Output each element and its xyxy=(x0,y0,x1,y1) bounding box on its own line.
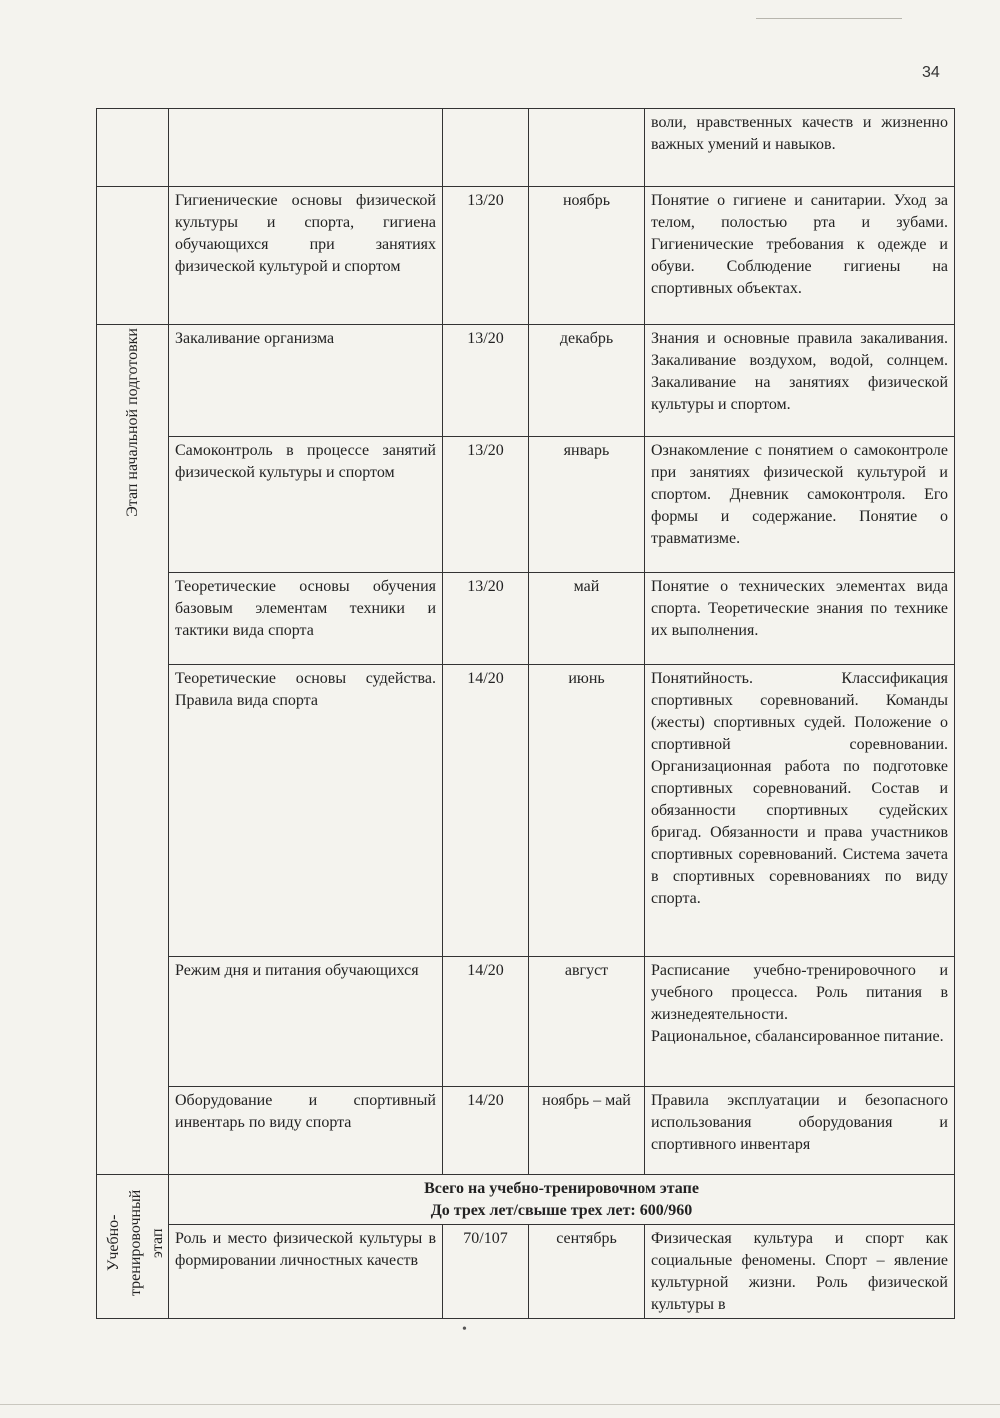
content-cell: Понятие о технических элементах вида спорта. Теоретические знания по технике их выполнения. xyxy=(645,573,955,665)
stage-cell-training xyxy=(97,1175,169,1319)
topic-cell: Закаливание организма xyxy=(169,325,443,437)
content-cell: воли, нравственных качеств и жизненно важных умений и навыков. xyxy=(645,109,955,187)
hours-cell: 70/107 xyxy=(443,1225,529,1319)
topic-cell: Теоретические основы судейства. Правила вида спорта xyxy=(169,665,443,957)
month-cell: январь xyxy=(529,437,645,573)
table-row xyxy=(97,1087,955,1175)
content-paragraph: Рациональное, сбалансированное питание. xyxy=(651,1028,944,1045)
topic-cell: Режим дня и питания обучающихся xyxy=(169,957,443,1087)
topic-cell: Самоконтроль в процессе занятий физической культуры и спортом xyxy=(169,437,443,573)
content-paragraph: Расписание учебно-тренировочного и учебного процесса. Роль питания в жизнедеятельности. xyxy=(651,962,948,1023)
content-cell: Понятийность. Классификация спортивных соревнований. Команды (жесты) спортивных судей. Положение о спортивной соревновании. Организационная работа по подготовке спортивных соревнований. Состав и обязанности спортивных судейских бригад. Обязанности и права участников спортивных соревнований. Система зачета в спортивных соревнованиях по виду спорта. xyxy=(645,665,955,957)
topic-cell: Гигиенические основы физической культуры и спорта, гигиена обучающихся при занятиях физической культурой и спортом xyxy=(169,187,443,325)
table-row xyxy=(97,437,955,573)
topic-cell: Роль и место физической культуры в формировании личностных качеств xyxy=(169,1225,443,1319)
stage-label-initial: Этап начальной подготовки xyxy=(123,328,141,517)
topic-cell xyxy=(169,109,443,187)
month-cell: ноябрь – май xyxy=(529,1087,645,1175)
table-row xyxy=(97,325,955,437)
month-cell: май xyxy=(529,573,645,665)
content-cell: Ознакомление с понятием о самоконтроле при занятиях физической культурой и спортом. Дневник самоконтроля. Его формы и содержание. Понятие о травматизме. xyxy=(645,437,955,573)
content-cell: Физическая культура и спорт как социальные феномены. Спорт – явление культурной жизни. Роль физической культуры в xyxy=(645,1225,955,1319)
month-cell xyxy=(529,109,645,187)
topic-cell: Оборудование и спортивный инвентарь по виду спорта xyxy=(169,1087,443,1175)
hours-cell: 13/20 xyxy=(443,437,529,573)
hours-cell: 13/20 xyxy=(443,187,529,325)
month-cell: август xyxy=(529,957,645,1087)
month-cell: декабрь xyxy=(529,325,645,437)
month-cell: сентябрь xyxy=(529,1225,645,1319)
scan-edge-line xyxy=(0,1404,1000,1405)
stage-cell-previous xyxy=(97,109,169,187)
hours-cell: 13/20 xyxy=(443,573,529,665)
table-row xyxy=(97,109,955,187)
page-number: 34 xyxy=(922,64,940,81)
summary-line-2: До трех лет/свыше трех лет: 600/960 xyxy=(430,1202,693,1219)
stage-label-training: Учебно-тренировочный этап xyxy=(105,1189,166,1297)
content-cell: Правила эксплуатации и безопасного использования оборудования и спортивного инвентаря xyxy=(645,1087,955,1175)
content-cell: Понятие о гигиене и санитарии. Уход за телом, полостью рта и зубами. Гигиенические требования к одежде и обуви. Соблюдение гигиены на спортивных объектах. xyxy=(645,187,955,325)
hours-cell xyxy=(443,109,529,187)
summary-line-1: Всего на учебно-тренировочном этапе xyxy=(424,1180,699,1197)
table-row xyxy=(97,957,955,1087)
table-row xyxy=(97,187,955,325)
stage-cell-previous-cont xyxy=(97,187,169,325)
content-cell xyxy=(645,957,955,1087)
hours-cell: 14/20 xyxy=(443,957,529,1087)
table-row xyxy=(97,1225,955,1319)
hours-cell: 14/20 xyxy=(443,1087,529,1175)
theory-plan-table xyxy=(96,108,955,1319)
topic-cell: Теоретические основы обучения базовым элементам техники и тактики вида спорта xyxy=(169,573,443,665)
scan-mark-top xyxy=(756,18,902,19)
scan-mark-bottom: • xyxy=(462,1322,467,1337)
summary-cell xyxy=(169,1175,955,1225)
content-cell: Знания и основные правила закаливания. Закаливание воздухом, водой, солнцем. Закаливание на занятиях физической культуры и спортом. xyxy=(645,325,955,437)
month-cell: июнь xyxy=(529,665,645,957)
summary-row xyxy=(97,1175,955,1225)
hours-cell: 13/20 xyxy=(443,325,529,437)
stage-cell-initial xyxy=(97,325,169,1175)
hours-cell: 14/20 xyxy=(443,665,529,957)
table-row xyxy=(97,665,955,957)
table-row xyxy=(97,573,955,665)
month-cell: ноябрь xyxy=(529,187,645,325)
